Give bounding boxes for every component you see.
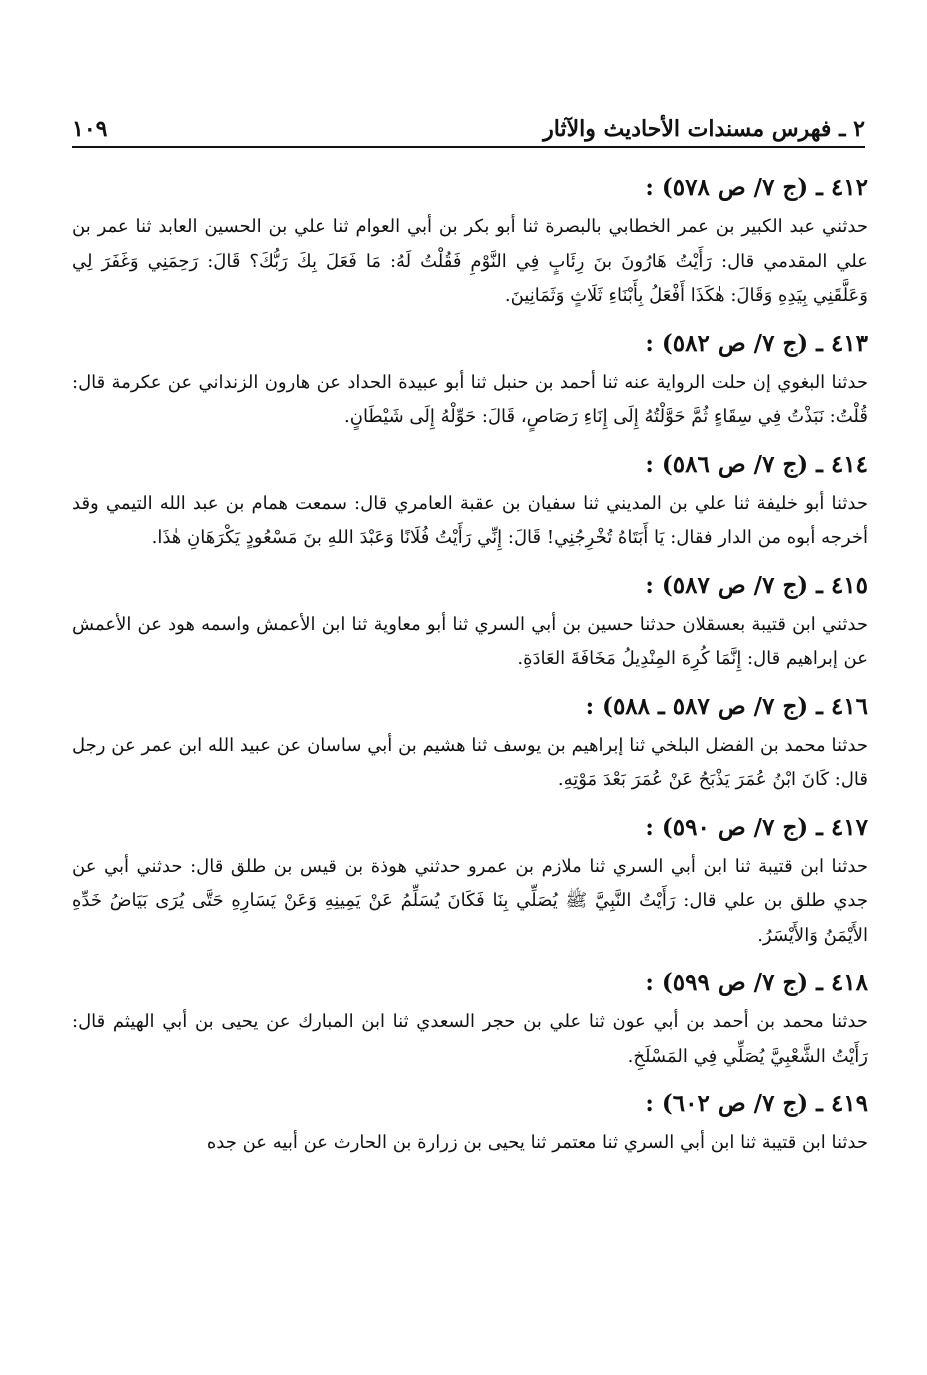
entry-heading: ٤١٤ ـ (ج ٧/ ص ٥٨٦) :: [645, 450, 868, 478]
entry-text: حدثنا ابن قتيبة ثنا ابن أبي السري ثنا ملازم بن عمرو حدثني هوذة بن قيس بن طلق قال: حدثني أبي عن جدي طلق بن علي قال: رَأَيْتُ النَّبِيَّ ﷺ يُصَلِّي بِنَا فَكَانَ يُسَلِّمُ عَنْ يَمِينِهِ وَعَنْ يَسَارِهِ حَتَّى يُرَى بَيَاضُ خَدِّهِ الأَيْمَنُ وَالأَيْسَرُ.: [72, 855, 868, 946]
entry-text: حدثنا البغوي إن حلت الرواية عنه ثنا أحمد بن حنبل ثنا أبو عبيدة الحداد عن هارون الزنداني عن عكرمة قال: قُلْتُ: نَبَذْتُ فِي سِقَاءٍ ثُمَّ حَوَّلْتُهُ إِلَى إِنَاءِ رَصَاصٍ، قَالَ: حَوِّلْهُ إِلَى شَيْطَانٍ.: [72, 371, 868, 427]
entry-416: [72, 687, 868, 798]
entry-414: [72, 445, 868, 556]
page-number: ١٠٩: [72, 116, 108, 142]
entry-413: [72, 324, 868, 435]
entry-text: حدثنا ابن قتيبة ثنا ابن أبي السري ثنا معتمر ثنا يحيى بن زرارة بن الحارث عن أبيه عن جده: [206, 1132, 868, 1153]
entry-text: حدثنا محمد بن أحمد بن أبي عون ثنا علي بن حجر السعدي ثنا ابن المبارك عن يحيى بن أبي الهيثم قال: رَأَيْتُ الشَّعْبِيَّ يُصَلِّي فِي المَسْلَخِ.: [72, 1011, 868, 1067]
entry-heading: ٤١٣ ـ (ج ٧/ ص ٥٨٢) :: [645, 329, 868, 357]
entry-text: حدثنا أبو خليفة ثنا علي بن المديني ثنا سفيان بن عقبة العامري قال: سمعت همام بن عبد الله التيمي وقد أخرجه أبوه من الدار فقال: يَا أَبَتَاهُ تُخْرِجُنِي! قَالَ: إِنِّي رَأَيْتُ فُلَانًا وَعَبْدَ اللهِ بنَ مَسْعُودٍ يَكْرَهَانِ هٰذَا.: [72, 492, 868, 548]
entry-412: [72, 168, 868, 314]
entry-417: [72, 808, 868, 954]
entry-heading: ٤١٨ ـ (ج ٧/ ص ٥٩٩) :: [645, 969, 868, 996]
entry-heading: ٤١٢ ـ (ج ٧/ ص ٥٧٨) :: [645, 174, 868, 201]
page-header: [72, 108, 865, 148]
entry-415: [72, 566, 868, 677]
entry-list: [72, 168, 868, 1171]
running-title: ٢ ـ فهرس مسندات الأحاديث والآثار: [543, 116, 865, 142]
entry-419: [72, 1084, 868, 1161]
entry-text: حدثني ابن قتيبة بعسقلان حدثنا حسين بن أبي السري ثنا أبو معاوية ثنا ابن الأعمش واسمه هود عن الأعمش عن إبراهيم قال: إِنَّمَا كُرِهَ المِنْدِيلُ مَخَافَةَ العَادَةِ.: [72, 613, 868, 669]
entry-heading: ٤١٧ ـ (ج ٧/ ص ٥٩٠) :: [645, 813, 868, 841]
entry-text: حدثني عبد الكبير بن عمر الخطابي بالبصرة ثنا أبو بكر بن أبي العوام ثنا علي بن الحسين العابد ثنا عمر بن علي المقدمي قال: رَأَيْتُ هَارُونَ بنَ رِئَابٍ فِي النَّوْمِ فَقُلْتُ لَهُ: مَا فَعَلَ بِكَ رَبُّكَ؟ قَالَ: رَحِمَنِي وَغَفَرَ لِي وَعَلَّقَنِي بِيَدِهِ وَقَالَ: هٰكَذَا أَفْعَلُ بِأَبْنَاءِ ثَلَاثٍ وَثَمَانِينَ.: [72, 216, 868, 306]
entry-heading: ٤١٥ ـ (ج ٧/ ص ٥٨٧) :: [645, 571, 868, 599]
entry-418: [72, 963, 868, 1074]
entry-heading: ٤١٩ ـ (ج ٧/ ص ٦٠٢) :: [645, 1090, 868, 1117]
entry-heading: ٤١٦ ـ (ج ٧/ ص ٥٨٧ ـ ٥٨٨) :: [585, 692, 868, 720]
entry-text: حدثنا محمد بن الفضل البلخي ثنا إبراهيم بن يوسف ثنا هشيم بن أبي ساسان عن عبيد الله ابن عمر عن رجل قال: كَانَ ابْنُ عُمَرَ يَذْبَحُ عَنْ عُمَرَ بَعْدَ مَوْتِهِ.: [72, 734, 868, 790]
